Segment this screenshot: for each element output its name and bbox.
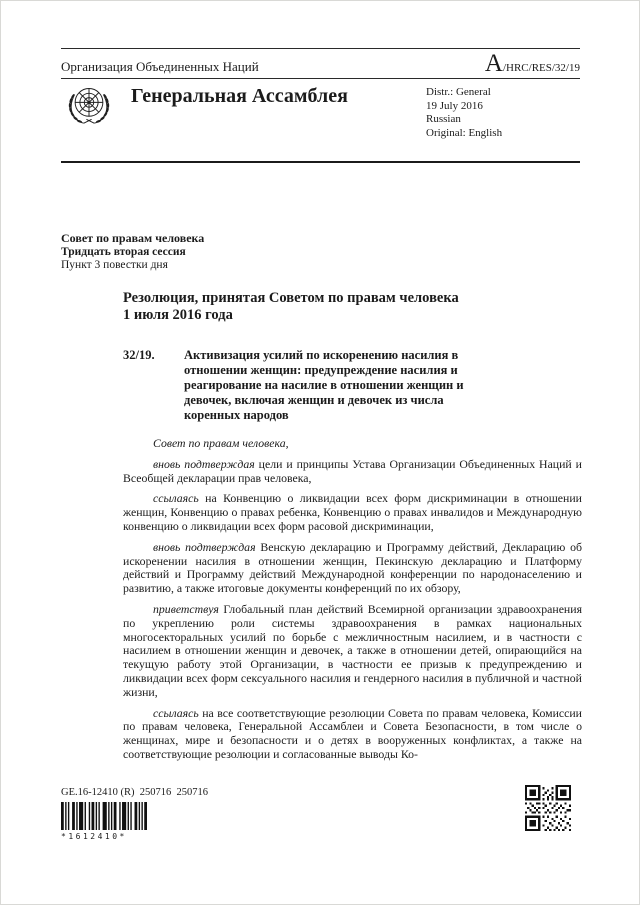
document-symbol — [485, 51, 580, 76]
masthead — [61, 51, 580, 76]
header-mid-rule — [61, 78, 580, 79]
document-code: GE.16-12410 (R) 250716 250716 — [61, 787, 208, 798]
paragraph — [123, 541, 582, 596]
resolution-title — [123, 290, 582, 324]
resolution-heading — [123, 348, 582, 423]
resolution-title-line: 1 июля 2016 года — [123, 307, 233, 323]
paragraph-lead: Совет по правам человека, — [153, 436, 289, 450]
barcode — [61, 802, 147, 841]
paragraph — [123, 458, 582, 486]
paragraph — [123, 603, 582, 700]
header-top-rule — [61, 48, 580, 49]
paragraph — [123, 437, 582, 451]
document-symbol-rest: /HRC/RES/32/19 — [502, 62, 580, 74]
resolution-subject: Активизация усилий по искоренению насилия в отношении женщин: предупреждение насилия и реагирование на насилие в отношении женщин и девочек, включая женщин и девочек из числа коренных народов — [184, 348, 464, 422]
header-bottom-rule — [61, 161, 580, 163]
distr-line: Distr.: General — [426, 86, 491, 98]
distribution-block — [426, 86, 502, 140]
paragraph-lead: ссылаясь — [153, 705, 199, 720]
paragraph-lead: приветствуя — [153, 601, 219, 616]
agenda-item: Пункт 3 повестки дня — [61, 259, 168, 271]
paragraph — [123, 707, 582, 762]
distr-line: Russian — [426, 113, 461, 125]
resolution-body — [123, 290, 582, 769]
barcode-text: *1612410* — [61, 832, 127, 841]
session-name: Тридцать вторая сессия — [61, 245, 186, 258]
paragraph-text: Венскую декларацию и Программу действий, Декларацию об искоренении насилия в отношении женщин, Пекинскую декларацию и Платформу действий и Программу действий Международной конференции по народонаселению и развитию, а также итоговые документы конференций по их обзору, — [123, 539, 582, 596]
un-emblem-logo — [63, 79, 115, 131]
paragraph-text: на Конвенцию о ликвидации всех форм дискриминации в отношении женщин, Конвенцию о правах ребенка, Конвенцию о правах инвалидов и Международную конвенцию о ликвидации всех форм расовой дискриминации, — [123, 491, 582, 533]
paragraph-text: Глобальный план действий Всемирной организации здравоохранения по укреплению роли системы здравоохранения в рамках национальных многосекторальных усилий по борьбе с межличностным насилием, и в частности с насилием в отношении женщин и девочек, а также в отношении детей, опирающийся на текущую работу этой Организации, в частности ее призыв к предупреждению и ликвидации всех форм сексуального насилия и гендерного насилия в публичной и частной жизни, — [123, 601, 582, 699]
distr-line: Original: English — [426, 126, 503, 139]
paragraph-lead: ссылаясь — [153, 491, 199, 506]
distr-line: 19 July 2016 — [426, 99, 483, 112]
paragraph-lead: вновь подтверждая — [153, 539, 256, 554]
paragraph — [123, 492, 582, 533]
org-name: Организация Объединенных Наций — [61, 59, 259, 74]
document-symbol-letter: A — [484, 50, 503, 77]
page-title: Генеральная Ассамблея — [131, 85, 348, 107]
paragraph-text: на все соответствующие резолюции Совета по правам человека, Комиссии по правам человека, Генеральной Ассамблеи и Совета Безопасности, в том числе о женщинах, мире и безопасности и о детях в вооруженных конфликтах, а также на соответствующие резолюции и согласованные выводы Ко- — [123, 705, 582, 761]
resolution-number: 32/19. — [123, 348, 155, 362]
session-block — [61, 232, 204, 273]
paragraph-text: цели и принципы Устава Организации Объединенных Наций и Всеобщей декларации прав человека, — [123, 456, 582, 485]
qr-code — [525, 785, 571, 831]
resolution-title-line: Резолюция, принятая Советом по правам человека — [123, 290, 459, 306]
council-name: Совет по правам человека — [61, 231, 205, 245]
barcode-image — [61, 802, 147, 830]
paragraph-lead: вновь подтверждая — [153, 456, 255, 471]
